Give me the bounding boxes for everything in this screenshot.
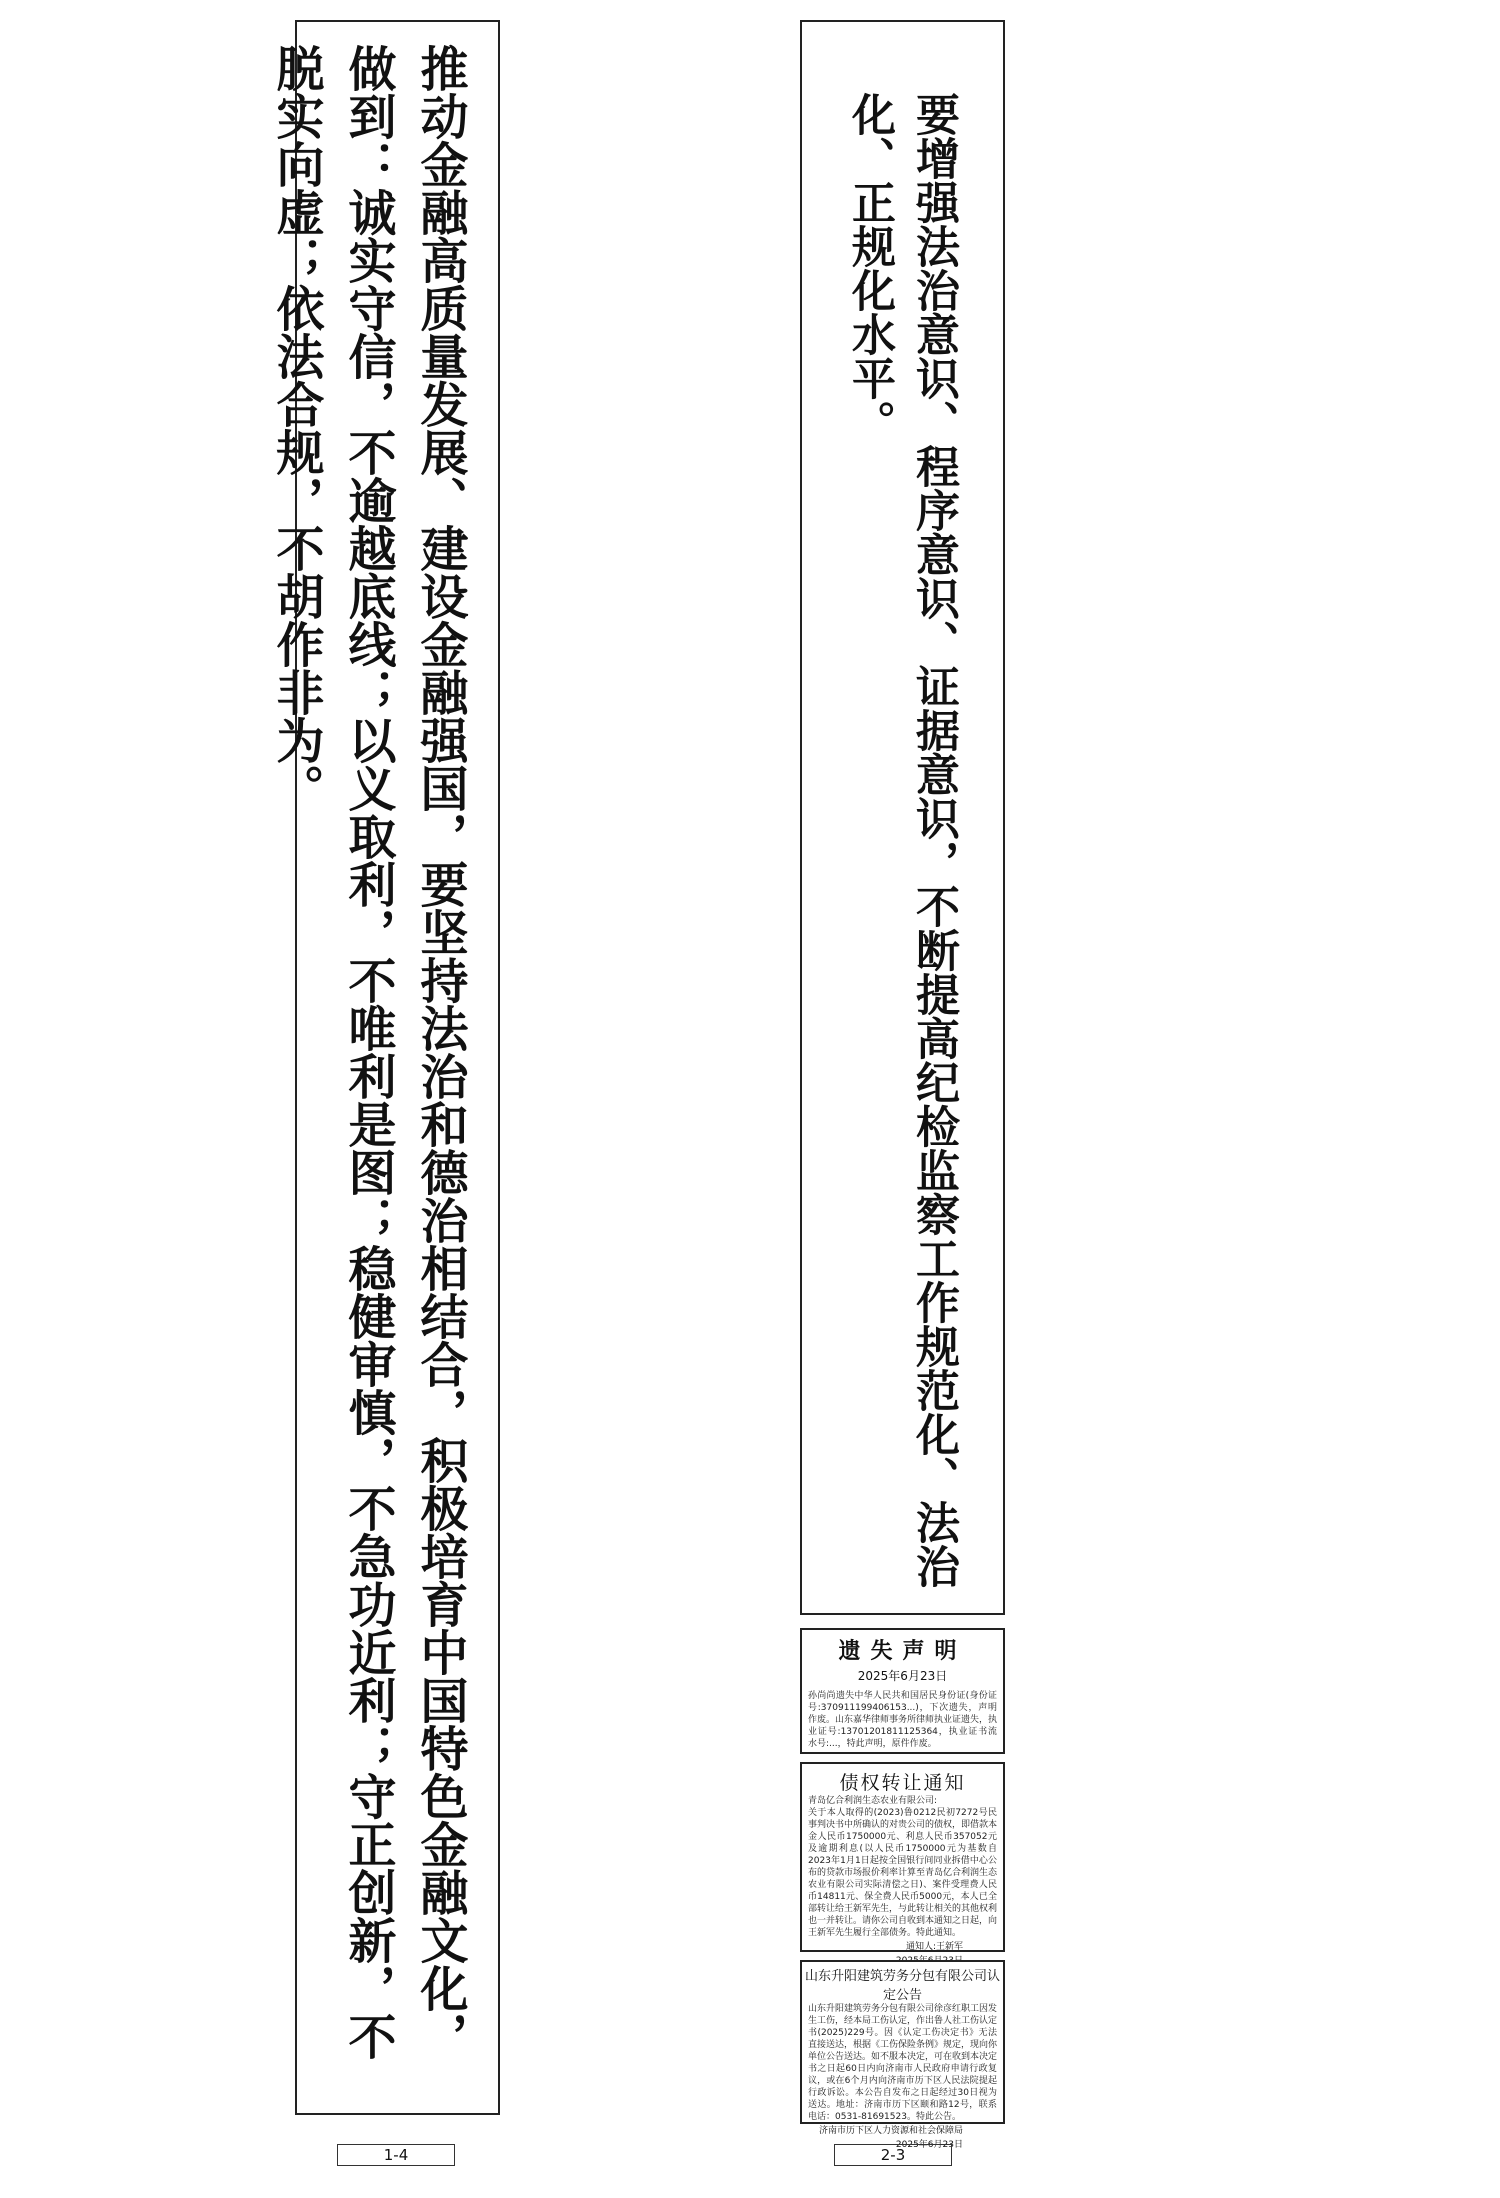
injury-recognition-date: 2025年6月23日 (895, 2140, 963, 2150)
lost-statement-title: 遗失声明 (838, 1639, 967, 1664)
page-number-left: 1-4 (337, 2144, 455, 2166)
right-slogan-text: 要增强法治意识、程序意识、证据意识，不断提高纪检监察工作规范化、法治化、正规化水平。 (844, 92, 959, 1588)
injury-recognition-body: 山东升阳建筑劳务分包有限公司徐彦红职工因发生工伤，经本局工伤认定，作出鲁人社工伤认定书(2025)229号。因《认定工伤决定书》无法直接送达，根据《工伤保险条例》规定，现向你单位公告送达。如不服本决定，可在收到本决定书之日起60日内向济南市人民政府申请行政复议，或在6个月内向济南市历下区人民法院提起行政诉讼。本公告自发布之日起经过30日视为送达。地址：济南市历下区颐和路12号，联系电话：0531-81691523。特此公告。 (808, 2004, 998, 2122)
left-slogan-panel (268, 20, 500, 2115)
left-slogan-text: 推动金融高质量发展、建设金融强国，要坚持法治和德治相结合，积极培育中国特色金融文化，做到：诚实守信，不逾越底线；以义取利，不唯利是图；稳健审慎，不急功近利；守正创新，不脱实向虚；依法合规，不胡作非为。 (268, 44, 468, 2060)
lost-statement-notice (800, 1628, 1005, 1754)
debt-transfer-title: 债权转让通知 (839, 1772, 966, 1794)
lost-statement-body: 孙尚尚遗失中华人民共和国居民身份证(身份证号:370911199406153...)，下次遗失，声明作废。山东嘉华律师事务所律师执业证遗失，执业证号:13701201811125364，执业证书流水号:...，特此声明，原件作废。 (808, 1691, 998, 1749)
debt-transfer-body: 关于本人取得的(2023)鲁0212民初7272号民事判决书中所确认的对贵公司的债权，即借款本金人民币1750000元、利息人民币357052元及逾期利息(以人民币1750000元为基数自2023年1月1日起按全国银行间同业拆借中心公布的贷款市场报价利率计算至青岛亿合利润生态农业有限公司实际清偿之日)、案件受理费人民币14811元、保全费人民币5000元，本人已全部转让给王新军先生，与此转让相关的其他权利也一并转让。请你公司自收到本通知之日起，向王新军先生履行全部债务。特此通知。 (808, 1808, 998, 1938)
injury-recognition-sign: 济南市历下区人力资源和社会保障局 (818, 2126, 963, 2136)
right-slogan-panel (800, 20, 1005, 1615)
debt-transfer-sign: 通知人:王新军 (905, 1942, 963, 1952)
injury-recognition-title: 山东升阳建筑劳务分包有限公司认定公告 (804, 1969, 1000, 2003)
debt-transfer-notice (800, 1762, 1005, 1952)
debt-transfer-addressee: 青岛亿合利润生态农业有限公司: (808, 1796, 938, 1806)
page-number-right: 2-3 (834, 2144, 952, 2166)
lost-statement-date: 2025年6月23日 (857, 1669, 948, 1683)
injury-recognition-notice (800, 1960, 1005, 2150)
